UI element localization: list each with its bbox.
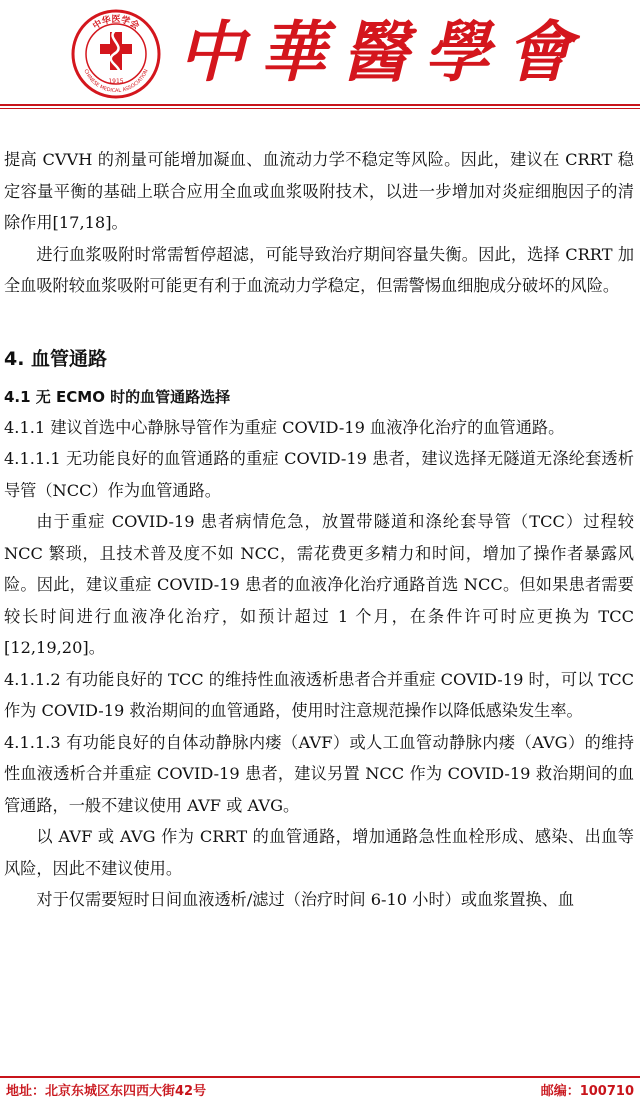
paragraph: 4.1.1.1 无功能良好的血管通路的重症 COVID-19 患者，建议选择无隧道无涤纶套透析导管（NCC）作为血管通路。 [4, 449, 634, 500]
footer [0, 1080, 640, 1104]
svg-text:1915: 1915 [108, 78, 124, 85]
paragraph: 对于仅需要短时日间血液透析/滤过（治疗时间 6-10 小时）或血浆置换、血 [36, 890, 575, 909]
paragraph: 进行血浆吸附时常需暂停超滤，可能导致治疗期间容量失衡。因此，选择 CRRT 加全血吸附较血浆吸附可能更有利于血流动力学稳定，但需警惕血细胞成分破坏的风险。 [4, 244, 634, 295]
svg-text:CHINESE MEDICAL ASSOCIATION: CHINESE MEDICAL ASSOCIATION [82, 68, 150, 95]
association-name: 中華醫學會 [178, 13, 588, 91]
footer-address: 地址：北京东城区东四西大街42号 [6, 1084, 207, 1099]
paragraph: 4.1.1.3 有功能良好的自体动静脉内瘘（AVF）或人工血管动静脉内瘘（AVG）的维持性血液透析合并重症 COVID-19 患者，建议另置 NCC 作为 COVID-19 救治期间的血管通路，一般不建议使用 AVF 或 AVG。 [4, 732, 634, 815]
association-seal-icon [70, 8, 162, 100]
header-divider-thin [0, 108, 640, 109]
svg-text:中华医学会: 中华医学会 [91, 15, 141, 32]
footer-postcode: 邮编：100710 [540, 1084, 634, 1099]
section-heading: 4. 血管通路 [4, 347, 108, 370]
paragraph: 4.1.1 建议首选中心静脉导管作为重症 COVID-19 血液净化治疗的血管通路。 [4, 417, 565, 437]
footer-divider [0, 1076, 640, 1078]
document-body [4, 144, 634, 916]
paragraph: 由于重症 COVID-19 患者病情危急，放置带隧道和涤纶套导管（TCC）过程较 NCC 繁琐，且技术普及度不如 NCC，需花费更多精力和时间，增加了操作者暴露风险。因此，建议重症 COVID-19 患者的血液净化治疗通路首选 NCC。但如果患者需要较长时间进行血液净化治疗，如预计超过 1 个月，在条件许可时应更换为 TCC [12,19,20]。 [4, 512, 634, 657]
header-divider [0, 104, 640, 106]
subsection-heading: 4.1 无 ECMO 时的血管通路选择 [4, 387, 231, 406]
letterhead [0, 0, 640, 112]
paragraph: 以 AVF 或 AVG 作为 CRRT 的血管通路，增加通路急性血栓形成、感染、出血等风险，因此不建议使用。 [4, 827, 634, 878]
paragraph: 提高 CVVH 的剂量可能增加凝血、血流动力学不稳定等风险。因此，建议在 CRRT 稳定容量平衡的基础上联合应用全血或血浆吸附技术，以进一步增加对炎症细胞因子的清除作用[17,18]。 [4, 150, 634, 232]
paragraph: 4.1.1.2 有功能良好的 TCC 的维持性血液透析患者合并重症 COVID-19 时，可以 TCC 作为 COVID-19 救治期间的血管通路，使用时注意规范操作以降低感染发生率。 [4, 669, 634, 720]
